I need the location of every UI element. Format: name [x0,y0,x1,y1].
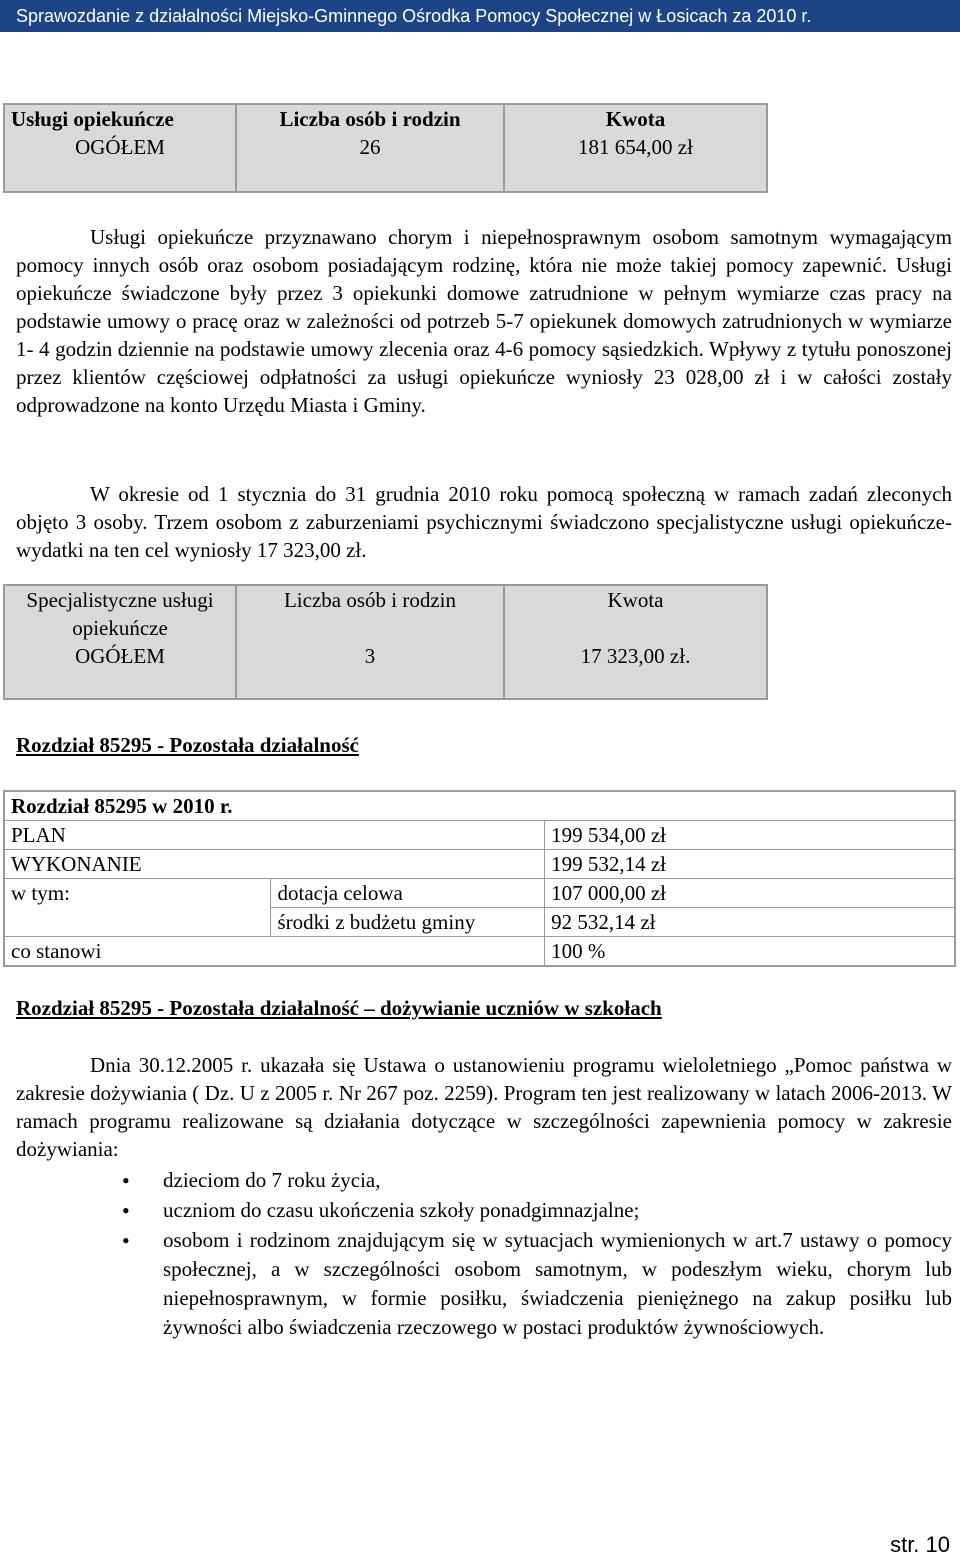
budget-table [3,790,956,967]
table-cell: 17 323,00 zł. [504,642,767,699]
services-summary-table [3,103,768,193]
table-header-cell: Liczba osób i rodzin [236,585,504,642]
table-cell: WYKONANIE [4,850,545,879]
table-header-cell: Kwota [504,104,767,133]
table-header-row [4,104,767,133]
table-header-cell: Liczba osób i rodzin [236,104,504,133]
table-cell: 199 532,14 zł [545,850,955,879]
list-item: • uczniom do czasu ukończenia szkoły ponadgimnazjalne; [16,1196,952,1225]
table-row [4,642,767,699]
table-cell: PLAN [4,821,545,850]
table-row [4,850,955,879]
table-cell: dotacja celowa [271,879,545,908]
table-cell: 92 532,14 zł [545,908,955,937]
list-item: • osobom i rodzinom znajdującym się w sytuacjach wymienionych w art.7 ustawy o pomocy społecznej, a w szczególności osobom samotnym, w podeszłym wieku, chorym lub niepełnosprawnym, w formie posiłku, świadczenia pieniężnego na zakup posiłku lub żywności albo świadczenia rzeczowego w postaci produktów żywnościowych. [16,1226,952,1342]
table-cell: 3 [236,642,504,699]
beneficiaries-list [16,1166,952,1343]
table-cell: środki z budżetu gminy [271,908,545,937]
document-header: Sprawozdanie z działalności Miejsko-Gminnego Ośrodka Pomocy Społecznej w Łosicach za 2010 r. [0,0,960,32]
table-cell: OGÓŁEM [4,642,236,699]
section-title: Rozdział 85295 - Pozostała działalność [16,733,359,757]
special-services-paragraph: W okresie od 1 stycznia do 31 grudnia 2010 roku pomocą społeczną w ramach zadań zleconych objęto 3 osoby. Trzem osobom z zaburzeniami psychicznymi świadczono specjalistyczne usługi opiekuńcze- wydatki na ten cel wyniosły 17 323,00 zł. [16,482,952,562]
table-row [4,821,955,850]
table-row [4,937,955,967]
table-header-cell: Specjalistyczne usługi opiekuńcze [4,585,236,642]
services-paragraph: Usługi opiekuńcze przyznawano chorym i niepełnosprawnym osobom samotnym wymagającym pomocy innych osób oraz osobom posiadającym rodzinę, która nie może takiej pomocy zapewnić. Usługi opiekuńcze świadczone były przez 3 opiekunki domowe zatrudnione w pełnym wymiarze czas pracy na podstawie umowy o pracę oraz w zależności od potrzeb 5-7 opiekunek domowych zatrudnionych w wymiarze 1- 4 godzin dziennie na podstawie umowy zlecenia oraz 4-6 pomocy sąsiedzkich. Wpływy z tytułu ponoszonej przez klientów częściowej odpłatności za usługi opiekuńcze wyniosły 23 028,00 zł i w całości zostały odprowadzone na konto Urzędu Miasta i Gminy. [16,225,952,417]
program-paragraph: Dnia 30.12.2005 r. ukazała się Ustawa o ustanowieniu programu wieloletniego „Pomoc państwa w zakresie dożywiania ( Dz. U z 2005 r. Nr 267 poz. 2259). Program ten jest realizowany w latach 2006-2013. W ramach programu realizowane są działania dotyczące w szczególności zapewnienia pomocy w zakresie dożywiania: [16,1053,952,1161]
table-cell: 26 [236,133,504,192]
section-title: Rozdział 85295 - Pozostała działalność – dożywianie uczniów w szkołach [16,996,662,1020]
table-cell: OGÓŁEM [4,133,236,192]
table-row [4,133,767,192]
page-number: str. 10 [890,1532,950,1557]
table-header-cell: Kwota [504,585,767,642]
table-cell: w tym: [4,879,271,937]
table-header-row [4,585,767,642]
special-services-table [3,584,768,700]
table-cell: 181 654,00 zł [504,133,767,192]
table-row [4,791,955,821]
table-cell: 107 000,00 zł [545,879,955,908]
table-cell: 100 % [545,937,955,967]
table-cell: 199 534,00 zł [545,821,955,850]
table-row [4,879,955,908]
table-header-cell: Usługi opiekuńcze [4,104,236,133]
list-item: • dzieciom do 7 roku życia, [16,1166,952,1195]
table-cell: co stanowi [4,937,545,967]
table-caption: Rozdział 85295 w 2010 r. [4,791,955,821]
